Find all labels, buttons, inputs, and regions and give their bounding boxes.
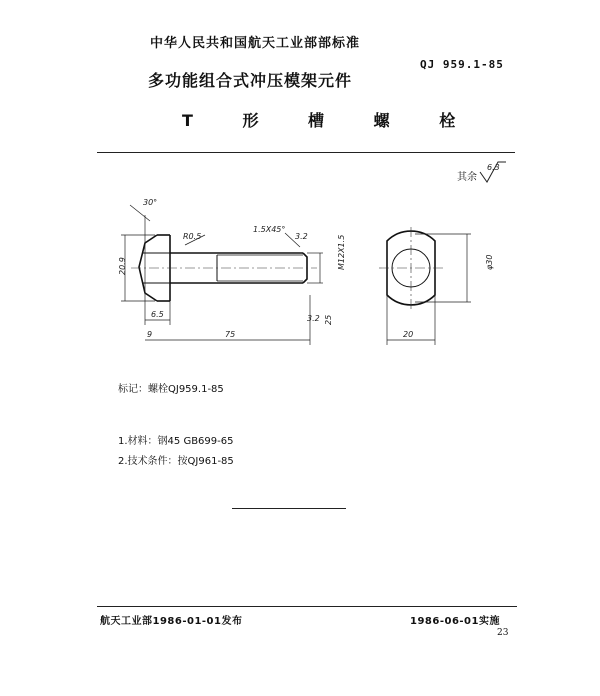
dim-angle: 30° [143, 198, 158, 207]
dim-chamfer: 1.5X45° [253, 225, 286, 234]
implementation-date: 1986-06-01实施 [410, 616, 500, 627]
note-material: 1.材料：钢45 GB699-65 [118, 436, 234, 447]
dim-diameter: φ30 [485, 254, 494, 270]
dim-length: 75 [225, 330, 236, 339]
dim-thread-length: 25 [324, 314, 333, 325]
issuing-authority: 中华人民共和国航天工业部部标准 [150, 36, 361, 51]
dim-9: 9 [147, 330, 153, 339]
document-title: 多功能组合式冲压模架元件 [148, 71, 353, 90]
dim-head-height: 20.9 [118, 257, 127, 275]
end-rule [232, 508, 346, 509]
bolt-drawing [95, 175, 515, 350]
finish-symbol-b: 3.2 [307, 314, 320, 323]
dim-head-thickness: 6.5 [151, 310, 164, 319]
side-dimensions [121, 205, 323, 345]
standard-number: QJ 959.1-85 [420, 58, 504, 71]
top-rule [97, 152, 515, 153]
note-technical: 2.技术条件：按QJ961-85 [118, 456, 234, 467]
footer-rule [97, 606, 517, 607]
roughness-label: 其余 [457, 172, 477, 183]
finish-symbol-a: 3.2 [295, 232, 308, 241]
document-subtitle: T 形 槽 螺 栓 [182, 111, 478, 130]
roughness-value: 6.3 [487, 163, 500, 172]
dim-radius: R0.5 [183, 232, 202, 241]
dim-thread: M12X1.5 [337, 234, 346, 270]
issue-date: 航天工业部1986-01-01发布 [100, 616, 243, 627]
dim-width: 20 [403, 330, 414, 339]
page-number: 23 [497, 628, 509, 638]
end-dimensions [387, 234, 471, 345]
marking-text: 标记：螺栓QJ959.1-85 [118, 384, 224, 395]
